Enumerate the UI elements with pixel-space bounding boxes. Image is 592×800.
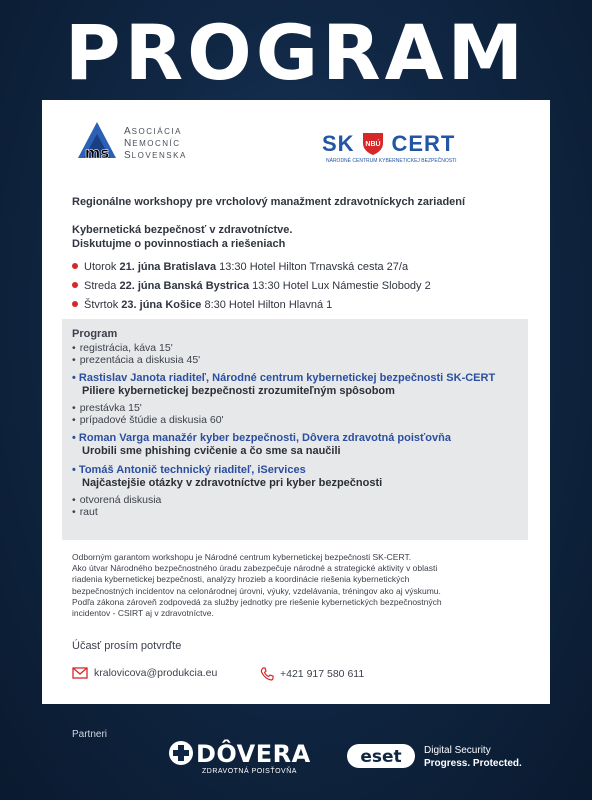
workshop-heading: Regionálne workshopy pre vrcholový manažment zdravotníckych zariadení <box>72 196 466 208</box>
ams-cap-a: A <box>124 126 132 137</box>
phone-link[interactable] <box>260 667 364 681</box>
ams-rest-n: EMOCNÍC <box>132 139 181 148</box>
nbu-shield-icon <box>360 130 386 156</box>
program-item: • registrácia, káva 15' <box>72 342 173 354</box>
bullet-dot-icon <box>72 263 78 269</box>
confirm-label: Účasť prosím potvrďte <box>72 640 182 652</box>
speaker-name: • Rastislav Janota riaditeľ, Národné centrum kybernetickej bezpečnosti SK-CERT <box>72 372 496 384</box>
dovera-name: DÔVERA <box>196 740 311 768</box>
speaker-name: • Tomáš Antonič technický riaditeľ, iServices <box>72 464 306 476</box>
event-details: 13:30 Hotel Hilton Trnavská cesta 27/a <box>219 261 409 273</box>
eset-tagline: Digital Security Progress. Protected. <box>424 745 522 769</box>
event-item: Streda 22. júna Banská Bystrica 13:30 Hotel Lux Námestie Slobody 2 <box>72 277 431 296</box>
nbu-badge-text: NBÚ <box>365 141 381 148</box>
ams-logo-icon <box>72 120 122 166</box>
ams-cap-n: N <box>124 138 133 149</box>
mail-icon <box>72 667 88 679</box>
event-item: Štvrtok 23. júna Košice 8:30 Hotel Hilton Hlavná 1 <box>72 296 431 315</box>
program-title: Program <box>72 328 118 340</box>
skcert-logo <box>322 130 482 170</box>
event-date: 23. júna Košice <box>121 299 202 311</box>
speaker-block <box>72 372 495 398</box>
bullet-dot-icon <box>72 301 78 307</box>
content-card <box>42 100 550 704</box>
subheading-line1: Kybernetická bezpečnosť v zdravotníctve. <box>72 224 293 236</box>
event-item: Utorok 21. júna Bratislava 13:30 Hotel Hilton Trnavská cesta 27/a <box>72 258 431 277</box>
ams-cap-s: S <box>124 150 132 161</box>
speaker-topic: Piliere kybernetickej bezpečnosti zrozumiteľným spôsobom <box>82 385 395 397</box>
program-item: • prezentácia a diskusia 45' <box>72 354 201 366</box>
program-item: • prestávka 15' <box>72 402 142 414</box>
ams-logo-text <box>124 126 187 162</box>
ams-rest-s: LOVENSKA <box>131 151 187 160</box>
event-details: 13:30 Hotel Lux Námestie Slobody 2 <box>252 280 431 292</box>
bullet-dot-icon <box>72 282 78 288</box>
email-text[interactable]: kralovicova@produkcia.eu <box>94 667 218 679</box>
logos-row <box>42 100 550 180</box>
phone-icon <box>260 667 274 681</box>
program-item: • prípadové štúdie a diskusia 60' <box>72 414 224 426</box>
dovera-cross-icon <box>168 740 194 766</box>
svg-text:ms: ms <box>84 144 110 162</box>
event-date: 21. júna Bratislava <box>119 261 217 273</box>
speaker-block <box>72 432 495 458</box>
eset-logo-text: eset <box>360 747 402 767</box>
program-item: • otvorená diskusia <box>72 494 162 506</box>
email-link[interactable] <box>72 667 217 679</box>
speaker-block <box>72 464 495 490</box>
dovera-sub: ZDRAVOTNÁ POISŤOVŇA <box>202 768 297 775</box>
program-item: • raut <box>72 506 98 518</box>
skcert-subtitle: NÁRODNÉ CENTRUM KYBERNETICKEJ BEZPEČNOSTI <box>326 158 457 164</box>
phone-text[interactable]: +421 917 580 611 <box>280 667 365 680</box>
speaker-name: • Roman Varga manažér kyber bezpečnosti, Dôvera zdravotná poisťovňa <box>72 432 451 444</box>
guarantor-text: Odborným garantom workshopu je Národné centrum kybernetickej bezpečnosti SK-CERT. Ako útvar Národného bezpečnostného úradu zabezpečuje národné a strategické aktivity v oblasti riadenia kybernetickej bezpečnosti, analýzy hrozieb a koordinácie riešenia kybernetických bezpečnostných incidentov na celonárodnej úrovni, výuky, vzdelávania, tréningov ako aj výskumu. Podľa zákona zároveň zodpovedá za služby jednotky pre riešenie kybernetických bezpečnostných incidentov - CSIRT aj v zdravotníctve. <box>72 552 442 619</box>
speaker-topic: Najčastejšie otázky v zdravotníctve pri kyber bezpečnosti <box>82 477 383 489</box>
workshop-subheading <box>72 223 292 251</box>
eset-logo-icon <box>346 742 416 770</box>
ams-rest-a: SOCIÁCIA <box>131 127 182 136</box>
skcert-left: SK <box>322 131 355 156</box>
page-title: PROGRAM <box>64 8 528 97</box>
subheading-line2: Diskutujme o povinnostiach a riešeniach <box>72 238 286 250</box>
event-list <box>72 258 431 315</box>
event-details: 8:30 Hotel Hilton Hlavná 1 <box>204 299 333 311</box>
partners-label: Partneri <box>72 729 108 740</box>
speaker-topic: Urobili sme phishing cvičenie a čo sme sa naučili <box>82 445 341 457</box>
event-date: 22. júna Banská Bystrica <box>119 280 250 292</box>
skcert-right: CERT <box>391 131 456 156</box>
program-box <box>62 319 528 540</box>
